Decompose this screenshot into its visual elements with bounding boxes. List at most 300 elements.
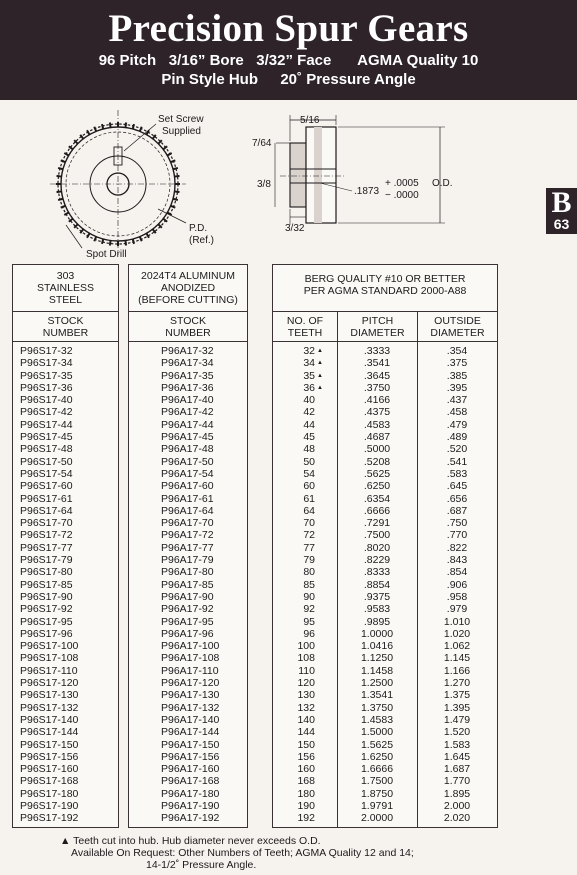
dim-5-16: 5/16 (300, 115, 320, 126)
teeth-cell: 85 (303, 578, 315, 591)
table-row (273, 554, 497, 566)
dim-3-32: 3/32 (285, 223, 305, 234)
stock-number-cell: P96A17-150 (161, 738, 220, 751)
stock-number-cell: P96A17-35 (161, 369, 214, 382)
pitch-diameter-cell: .4687 (363, 431, 391, 444)
stock-number-cell: P96A17-32 (161, 345, 214, 357)
gear-tooth (57, 191, 62, 192)
pitch-diameter-cell: 1.0000 (360, 627, 394, 640)
pitch-diameter-cell: 2.0000 (360, 812, 394, 825)
stock-number-cell: P96S17-130 (20, 689, 79, 702)
outside-diameter-cell: 1.479 (443, 713, 471, 726)
aluminum-rows (129, 345, 247, 825)
stock-number-cell: P96S17-70 (20, 517, 73, 530)
pitch-diameter-cell: 1.5000 (360, 726, 394, 739)
stock-number-cell: P96A17-100 (161, 640, 220, 653)
pd-label-2: (Ref.) (189, 235, 214, 246)
teeth-cell: 36 (303, 381, 315, 394)
stock-number-cell: P96S17-34 (20, 357, 73, 370)
table-row (273, 517, 497, 529)
pitch-diameter-cell: 1.1250 (360, 652, 394, 665)
stock-number-cell: P96S17-108 (20, 652, 79, 665)
pitch-diameter-cell: 1.8750 (360, 787, 394, 800)
pitch-diameter-cell: 1.3750 (360, 701, 394, 714)
teeth-cell: 80 (303, 566, 315, 579)
stock-number-cell: P96A17-160 (161, 763, 220, 776)
stock-number-cell: P96A17-110 (161, 664, 219, 677)
table-row (273, 370, 497, 382)
spec-line-1 (0, 52, 577, 69)
hub-teeth-marker-icon: ▲ (317, 360, 323, 367)
pitch-diameter-cell: 1.0416 (360, 640, 394, 653)
stock-number-cell: P96S17-48 (20, 443, 73, 456)
outside-diameter-cell: 1.687 (443, 763, 471, 776)
teeth-cell: 110 (298, 664, 315, 677)
outside-diameter-cell: 2.000 (443, 799, 471, 812)
stock-number-cell: P96S17-144 (20, 726, 79, 739)
aluminum-table (128, 264, 248, 828)
stock-number-cell: P96A17-168 (161, 775, 220, 788)
outside-diameter-header: OUTSIDE DIAMETER (417, 312, 497, 342)
spec-hub: Pin Style Hub (161, 71, 258, 88)
stock-number-cell: P96S17-40 (20, 394, 73, 407)
teeth-cell: 96 (303, 627, 315, 640)
stock-number-header: STOCK NUMBER (129, 312, 247, 342)
footnote (60, 835, 520, 871)
stock-number-cell: P96A17-34 (161, 357, 214, 370)
teeth-cell: 140 (297, 713, 315, 726)
teeth-cell: 160 (297, 763, 315, 776)
pitch-diameter-cell: 1.6250 (360, 750, 394, 763)
pd-label-1: P.D. (189, 223, 208, 234)
stock-number-cell: P96S17-96 (20, 627, 73, 640)
stock-number-cell: P96S17-85 (20, 578, 73, 591)
table-row (273, 456, 497, 468)
gear-tooth (173, 199, 178, 200)
table-row (273, 431, 497, 443)
pitch-diameter-cell: 1.4583 (360, 713, 394, 726)
section-tab (546, 188, 577, 234)
aluminum-header (129, 265, 247, 312)
teeth-cell: 64 (303, 504, 315, 517)
table-row (273, 542, 497, 554)
bore-dim: .1873 (354, 186, 380, 197)
stock-number-cell: P96A17-144 (161, 726, 220, 739)
pitch-diameter-cell: .3333 (363, 345, 391, 357)
outside-diameter-cell: 1.395 (443, 701, 471, 714)
stainless-header (13, 265, 118, 312)
stock-number-cell: P96A17-79 (161, 554, 214, 567)
teeth-cell: 156 (297, 750, 315, 763)
stock-number-cell: P96S17-80 (20, 566, 73, 579)
stock-number-cell: P96A17-54 (161, 467, 214, 480)
stock-number-cell: P96A17-64 (161, 504, 214, 517)
teeth-cell: 34 (303, 357, 315, 370)
table-row (273, 677, 497, 689)
stock-number-cell: P96S17-140 (20, 713, 79, 726)
outside-diameter-cell: 1.375 (443, 689, 471, 702)
table-row (273, 406, 497, 418)
agma-standard: PER AGMA STANDARD 2000-A88 (303, 285, 467, 297)
stock-number-cell: P96S17-60 (20, 480, 73, 493)
stock-number-cell: P96A17-130 (161, 689, 220, 702)
spec-agma: AGMA Quality 10 (357, 52, 479, 69)
material-note: (BEFORE CUTTING) (138, 294, 238, 306)
hub-teeth-marker-icon: ▲ (317, 384, 323, 391)
pitch-diameter-cell: .6250 (363, 480, 391, 493)
pitch-diameter-cell: .9583 (363, 603, 391, 616)
stock-number-cell: P96A17-42 (161, 406, 214, 419)
table-row (273, 739, 497, 751)
table-row (273, 468, 497, 480)
stock-number-cell: P96A17-61 (161, 492, 214, 505)
stock-number-cell: P96S17-110 (20, 664, 78, 677)
stock-number-cell: P96A17-92 (161, 603, 214, 616)
stock-number-cell: P96A17-140 (161, 713, 220, 726)
stock-number-cell: P96S17-95 (20, 615, 73, 628)
spec-angle: 20˚ Pressure Angle (280, 71, 416, 88)
footnote-line-1: ▲ Teeth cut into hub. Hub diameter never exceeds O.D. (60, 835, 321, 847)
pitch-diameter-header: PITCH DIAMETER (337, 312, 417, 342)
table-row (273, 616, 497, 628)
teeth-cell: 60 (303, 480, 315, 493)
stock-number-cell: P96S17-90 (20, 590, 73, 603)
pitch-diameter-cell: 1.1458 (360, 664, 394, 677)
table-row (273, 788, 497, 800)
spot-drill-label: Spot Drill (86, 249, 127, 260)
stock-number-cell: P96A17-132 (161, 701, 220, 714)
spec-face: 3/32” Face (256, 52, 332, 69)
stock-number-cell: P96A17-40 (161, 394, 214, 407)
gear-diagram (0, 105, 540, 265)
outside-diameter-cell: .822 (446, 541, 468, 554)
stock-number-cell: P96S17-42 (20, 406, 73, 419)
stock-number-cell: P96A17-48 (161, 443, 214, 456)
pitch-diameter-cell: 1.7500 (360, 775, 394, 788)
stock-number-header: STOCK NUMBER (13, 312, 118, 342)
outside-diameter-cell: .750 (446, 517, 468, 530)
teeth-cell: 108 (297, 652, 315, 665)
dim-3-8: 3/8 (257, 179, 271, 190)
pitch-diameter-cell: .4166 (363, 394, 391, 407)
teeth-cell: 72 (303, 529, 315, 542)
table-row (273, 800, 497, 812)
outside-diameter-cell: .979 (446, 603, 468, 616)
pitch-diameter-cell: .5625 (363, 467, 391, 480)
stock-number-cell: P96A17-80 (161, 566, 214, 579)
pitch-diameter-cell: .8229 (363, 554, 391, 567)
table-row (273, 751, 497, 763)
stock-number-cell: P96A17-50 (161, 455, 214, 468)
stock-number-cell: P96A17-192 (161, 812, 220, 825)
stock-number-cell: P96S17-50 (20, 455, 73, 468)
stainless-table (12, 264, 119, 828)
stock-number-cell: P96S17-192 (20, 812, 79, 825)
table-row (273, 529, 497, 541)
table-row (273, 628, 497, 640)
outside-diameter-cell: 1.770 (443, 775, 471, 788)
table-row (273, 689, 497, 701)
stock-number-cell: P96S17-72 (20, 529, 73, 542)
teeth-cell: 79 (303, 554, 315, 567)
table-row (273, 579, 497, 591)
table-row (273, 726, 497, 738)
footnote-line-2: Available On Request: Other Numbers of Teeth; AGMA Quality 12 and 14; (71, 847, 414, 859)
od-label: O.D. (432, 178, 453, 189)
teeth-header: NO. OF TEETH (273, 312, 337, 342)
footnote-line-3: 14-1/2˚ Pressure Angle. (146, 859, 257, 871)
material-finish: ANODIZED (160, 282, 216, 294)
teeth-cell: 42 (303, 406, 315, 419)
set-screw-label-1: Set Screw (158, 114, 204, 125)
teeth-cell: 35 (303, 369, 315, 382)
outside-diameter-cell: 1.645 (443, 750, 471, 763)
set-screw-label-2: Supplied (162, 126, 201, 137)
gear-tooth (110, 123, 111, 128)
outside-diameter-cell: 1.010 (443, 615, 471, 628)
table-row (273, 763, 497, 775)
page-title: Precision Spur Gears (108, 7, 469, 50)
stock-number-cell: P96A17-77 (161, 541, 214, 554)
teeth-cell: 54 (303, 467, 315, 480)
stock-number-cell: P96S17-156 (20, 750, 79, 763)
table-row (273, 345, 497, 357)
material-type: STEEL (48, 294, 83, 306)
section-letter: B (551, 186, 572, 219)
hub-teeth-marker-icon: ▲ (317, 348, 323, 354)
stock-number-cell: P96S17-61 (20, 492, 73, 505)
teeth-cell: 190 (297, 799, 315, 812)
stock-number-cell: P96A17-60 (161, 480, 214, 493)
outside-diameter-cell: .375 (446, 357, 468, 370)
page-number: 63 (553, 216, 570, 232)
table-row (273, 812, 497, 824)
pitch-diameter-cell: .4375 (363, 406, 391, 419)
table-row (273, 394, 497, 406)
stock-number-cell: P96S17-168 (20, 775, 79, 788)
outside-diameter-cell: .489 (446, 431, 468, 444)
outside-diameter-cell: 1.166 (443, 664, 471, 677)
teeth-cell: 168 (297, 775, 315, 788)
pitch-diameter-cell: .7291 (363, 517, 391, 530)
gear-tooth (173, 168, 178, 169)
pitch-diameter-cell: 1.2500 (360, 677, 394, 690)
pitch-diameter-cell: 1.5625 (360, 738, 394, 751)
outside-diameter-cell: 1.145 (443, 652, 471, 665)
gear-tooth (102, 124, 103, 129)
outside-diameter-cell: .687 (446, 504, 468, 517)
stock-number-cell: P96A17-96 (161, 627, 214, 640)
table-row (273, 566, 497, 578)
pitch-diameter-cell: .9895 (363, 615, 391, 628)
teeth-cell: 45 (303, 431, 315, 444)
berg-quality: BERG QUALITY #10 OR BETTER (304, 273, 466, 285)
stainless-rows (13, 345, 118, 825)
outside-diameter-cell: .958 (446, 590, 468, 603)
table-row (273, 493, 497, 505)
pitch-diameter-cell: .3750 (363, 381, 391, 394)
table-row (273, 652, 497, 664)
table-row (273, 443, 497, 455)
outside-diameter-cell: 1.895 (443, 787, 471, 800)
table-row (273, 591, 497, 603)
teeth-cell: 100 (297, 640, 315, 653)
teeth-cell: 61 (303, 492, 315, 505)
outside-diameter-cell: .541 (446, 455, 468, 468)
spec-line-2 (0, 71, 577, 88)
pitch-diameter-cell: .8333 (363, 566, 391, 579)
stock-number-cell: P96A17-180 (161, 787, 220, 800)
outside-diameter-cell: .458 (446, 406, 468, 419)
teeth-cell: 144 (297, 726, 315, 739)
outside-diameter-cell: 1.583 (443, 738, 471, 751)
pitch-diameter-cell: .8854 (363, 578, 391, 591)
teeth-cell: 32 (303, 345, 315, 357)
pitch-diameter-cell: .5000 (363, 443, 391, 456)
stock-number-cell: P96S17-132 (20, 701, 79, 714)
teeth-cell: 192 (297, 812, 315, 825)
pitch-diameter-cell: .7500 (363, 529, 391, 542)
stock-number-cell: P96S17-32 (20, 345, 73, 357)
pitch-diameter-cell: .5208 (363, 455, 391, 468)
pitch-diameter-cell: 1.6666 (360, 763, 394, 776)
teeth-cell: 120 (297, 677, 315, 690)
outside-diameter-cell: .656 (446, 492, 468, 505)
pitch-diameter-cell: .6666 (363, 504, 391, 517)
stock-number-cell: P96S17-54 (20, 467, 73, 480)
table-row (273, 419, 497, 431)
stock-number-cell: P96A17-120 (161, 677, 220, 690)
berg-spec-table (272, 264, 498, 828)
stock-number-cell: P96A17-45 (161, 431, 214, 444)
outside-diameter-cell: 2.020 (443, 812, 471, 825)
outside-diameter-cell: .843 (446, 554, 468, 567)
pitch-diameter-cell: .3541 (363, 357, 391, 370)
dim-7-64: 7/64 (252, 138, 272, 149)
pitch-diameter-cell: .4583 (363, 418, 391, 431)
teeth-cell: 95 (303, 615, 315, 628)
spec-bore: 3/16” Bore (168, 52, 244, 69)
stock-number-cell: P96S17-120 (20, 677, 79, 690)
stock-number-cell: P96S17-35 (20, 369, 73, 382)
teeth-cell: 92 (303, 603, 315, 616)
teeth-cell: 130 (297, 689, 315, 702)
pitch-diameter-cell: 1.9791 (360, 799, 394, 812)
teeth-cell: 180 (297, 787, 315, 800)
gear-tooth (175, 176, 180, 177)
page-header (0, 0, 577, 100)
stock-number-cell: P96A17-44 (161, 418, 214, 431)
teeth-cell: 48 (303, 443, 315, 456)
teeth-cell: 40 (303, 394, 315, 407)
stock-number-cell: P96S17-44 (20, 418, 73, 431)
outside-diameter-cell: .645 (446, 480, 468, 493)
teeth-cell: 77 (303, 541, 315, 554)
hub-teeth-marker-icon: ▲ (317, 372, 323, 379)
stock-number-cell: P96A17-90 (161, 590, 214, 603)
stock-number-cell: P96S17-190 (20, 799, 79, 812)
stock-number-cell: P96S17-64 (20, 504, 73, 517)
stock-number-cell: P96A17-72 (161, 529, 214, 542)
outside-diameter-cell: .395 (446, 381, 468, 394)
outside-diameter-cell: .354 (446, 345, 468, 357)
spec-pitch: 96 Pitch (98, 52, 157, 69)
berg-rows (273, 345, 497, 825)
stock-number-cell: P96S17-36 (20, 381, 73, 394)
pitch-diameter-cell: .9375 (363, 590, 391, 603)
stock-number-cell: P96A17-70 (161, 517, 214, 530)
teeth-cell: 150 (297, 738, 315, 751)
teeth-cell: 44 (303, 418, 315, 431)
stock-number-cell: P96S17-160 (20, 763, 79, 776)
outside-diameter-cell: .906 (446, 578, 468, 591)
table-row (273, 702, 497, 714)
teeth-cell: 70 (303, 517, 315, 530)
stock-number-cell: P96A17-156 (161, 750, 220, 763)
table-row (273, 357, 497, 369)
gear-tooth (110, 241, 111, 246)
pitch-diameter-cell: 1.3541 (360, 689, 394, 702)
material-grade: 303 (56, 270, 75, 282)
stock-number-cell: P96A17-85 (161, 578, 214, 591)
stock-number-cell: P96S17-180 (20, 787, 79, 800)
outside-diameter-cell: 1.020 (443, 627, 471, 640)
table-row (273, 382, 497, 394)
outside-diameter-cell: .770 (446, 529, 468, 542)
stock-number-cell: P96S17-77 (20, 541, 73, 554)
material-name: STAINLESS (37, 282, 94, 294)
table-row (273, 775, 497, 787)
berg-header (273, 265, 497, 312)
outside-diameter-cell: 1.270 (443, 677, 471, 690)
spot-drill-leader (66, 225, 82, 248)
stock-number-cell: P96S17-92 (20, 603, 73, 616)
pitch-diameter-cell: .3645 (363, 369, 391, 382)
stock-number-cell: P96S17-79 (20, 554, 73, 567)
teeth-cell: 90 (303, 590, 315, 603)
outside-diameter-cell: .437 (446, 394, 468, 407)
table-row (273, 665, 497, 677)
stock-number-cell: P96S17-150 (20, 738, 79, 751)
stock-number-cell: P96S17-45 (20, 431, 73, 444)
outside-diameter-cell: .385 (446, 369, 468, 382)
pitch-diameter-cell: .6354 (363, 492, 391, 505)
table-row (273, 640, 497, 652)
stock-number-cell: P96A17-190 (161, 799, 220, 812)
bore-tol-plus: + .0005 (385, 178, 419, 189)
teeth-cell: 50 (303, 455, 315, 468)
outside-diameter-cell: .583 (446, 467, 468, 480)
outside-diameter-cell: 1.520 (443, 726, 471, 739)
bore-tol-minus: − .0000 (385, 190, 419, 201)
stock-number-cell: P96A17-36 (161, 381, 214, 394)
outside-diameter-cell: .854 (446, 566, 468, 579)
stock-number-cell: P96A17-95 (161, 615, 214, 628)
table-row (273, 505, 497, 517)
outside-diameter-cell: .520 (446, 443, 468, 456)
stock-number-cell: P96A17-108 (161, 652, 220, 665)
table-row (273, 603, 497, 615)
table-row (273, 480, 497, 492)
material-grade: 2024T4 ALUMINUM (141, 270, 235, 282)
table-row (273, 714, 497, 726)
stock-number-cell: P96S17-100 (20, 640, 79, 653)
outside-diameter-cell: 1.062 (443, 640, 471, 653)
outside-diameter-cell: .479 (446, 418, 468, 431)
gear-tooth (175, 191, 180, 192)
gear-side-view (280, 127, 346, 223)
pitch-diameter-cell: .8020 (363, 541, 391, 554)
